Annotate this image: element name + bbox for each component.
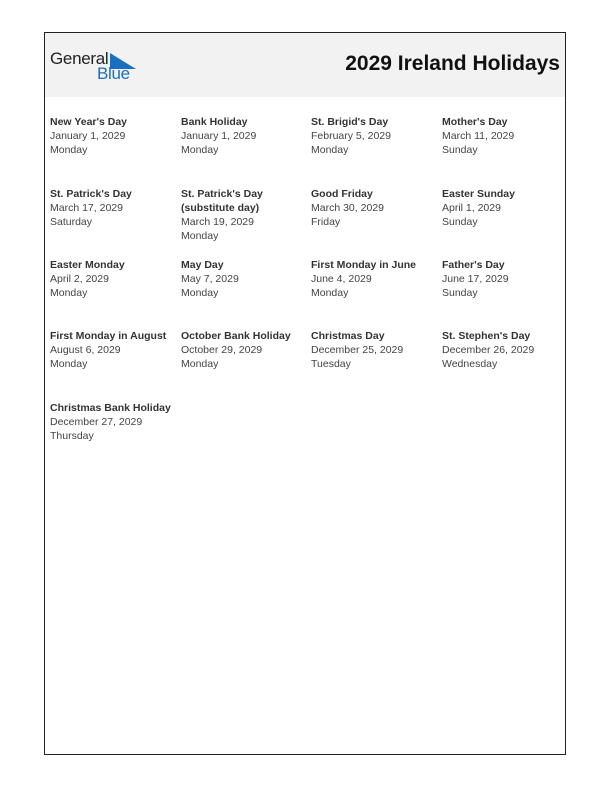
holiday-date: May 7, 2029 bbox=[181, 273, 239, 285]
holiday-item bbox=[311, 258, 439, 300]
holiday-weekday: Monday bbox=[181, 358, 219, 370]
holiday-date: March 19, 2029 bbox=[181, 216, 254, 228]
holiday-weekday: Friday bbox=[311, 216, 341, 228]
holiday-name: St. Brigid's Day bbox=[311, 116, 389, 128]
holiday-date: December 25, 2029 bbox=[311, 344, 404, 356]
logo-text-general: General bbox=[50, 49, 109, 68]
holiday-date: January 1, 2029 bbox=[181, 130, 257, 142]
holiday-date: March 30, 2029 bbox=[311, 202, 384, 214]
holiday-date: June 17, 2029 bbox=[442, 273, 509, 285]
holiday-item bbox=[50, 329, 178, 371]
holiday-item bbox=[181, 258, 309, 300]
holiday-date: February 5, 2029 bbox=[311, 130, 391, 142]
holiday-name: Christmas Bank Holiday bbox=[50, 402, 171, 414]
holiday-name: Bank Holiday bbox=[181, 116, 248, 128]
holiday-name: First Monday in August bbox=[50, 330, 167, 342]
holiday-name: Good Friday bbox=[311, 188, 373, 200]
holiday-weekday: Monday bbox=[311, 287, 349, 299]
holiday-date: March 11, 2029 bbox=[442, 130, 515, 142]
holiday-item bbox=[181, 115, 309, 157]
generalblue-logo bbox=[50, 49, 140, 85]
holiday-item bbox=[311, 329, 439, 371]
holiday-date: January 1, 2029 bbox=[50, 130, 126, 142]
holiday-name: May Day bbox=[181, 259, 224, 271]
holiday-name: New Year's Day bbox=[50, 116, 128, 128]
page-title: 2029 Ireland Holidays bbox=[345, 52, 560, 75]
holiday-item bbox=[181, 187, 309, 243]
holiday-date: December 27, 2029 bbox=[50, 416, 143, 428]
holiday-weekday: Tuesday bbox=[311, 358, 351, 370]
holiday-item bbox=[442, 258, 570, 300]
holiday-weekday: Thursday bbox=[50, 430, 94, 442]
holiday-item bbox=[442, 115, 570, 157]
holiday-item bbox=[442, 329, 570, 371]
holiday-date: June 4, 2029 bbox=[311, 273, 372, 285]
holiday-weekday: Monday bbox=[50, 358, 88, 370]
holiday-name: First Monday in June bbox=[311, 259, 417, 271]
holiday-date: March 17, 2029 bbox=[50, 202, 123, 214]
holiday-weekday: Saturday bbox=[50, 216, 93, 228]
holiday-name: October Bank Holiday bbox=[181, 330, 291, 342]
holiday-date: December 26, 2029 bbox=[442, 344, 535, 356]
holiday-item bbox=[50, 115, 178, 157]
holiday-weekday: Monday bbox=[50, 144, 88, 156]
holiday-weekday: Sunday bbox=[442, 287, 478, 299]
holiday-weekday: Monday bbox=[181, 144, 219, 156]
holiday-name: Mother's Day bbox=[442, 116, 508, 128]
holiday-name: Father's Day bbox=[442, 259, 505, 271]
holiday-weekday: Wednesday bbox=[442, 358, 498, 370]
holiday-weekday: Sunday bbox=[442, 216, 478, 228]
calendar-page bbox=[44, 32, 566, 755]
holiday-name: St. Patrick's Day bbox=[50, 188, 132, 200]
holiday-name: St. Stephen's Day bbox=[442, 330, 531, 342]
holiday-name-suffix: (substitute day) bbox=[181, 202, 260, 214]
logo-text-blue: Blue bbox=[97, 64, 130, 83]
holiday-name: Easter Monday bbox=[50, 259, 125, 271]
holiday-weekday: Sunday bbox=[442, 144, 478, 156]
holiday-item bbox=[181, 329, 309, 371]
holiday-name: Easter Sunday bbox=[442, 188, 515, 200]
holiday-date: April 1, 2029 bbox=[442, 202, 501, 214]
holiday-weekday: Monday bbox=[311, 144, 349, 156]
holiday-item bbox=[50, 187, 178, 229]
holiday-item bbox=[50, 401, 190, 443]
holiday-item bbox=[442, 187, 570, 229]
holiday-date: October 29, 2029 bbox=[181, 344, 263, 356]
holiday-item bbox=[50, 258, 178, 300]
holiday-date: August 6, 2029 bbox=[50, 344, 121, 356]
holiday-weekday: Monday bbox=[50, 287, 88, 299]
holiday-weekday: Monday bbox=[181, 287, 219, 299]
header bbox=[45, 33, 565, 97]
holiday-date: April 2, 2029 bbox=[50, 273, 109, 285]
holiday-item bbox=[311, 115, 439, 157]
holiday-weekday: Monday bbox=[181, 230, 219, 242]
holiday-name: Christmas Day bbox=[311, 330, 385, 342]
holiday-name: St. Patrick's Day bbox=[181, 188, 263, 200]
holiday-item bbox=[311, 187, 439, 229]
